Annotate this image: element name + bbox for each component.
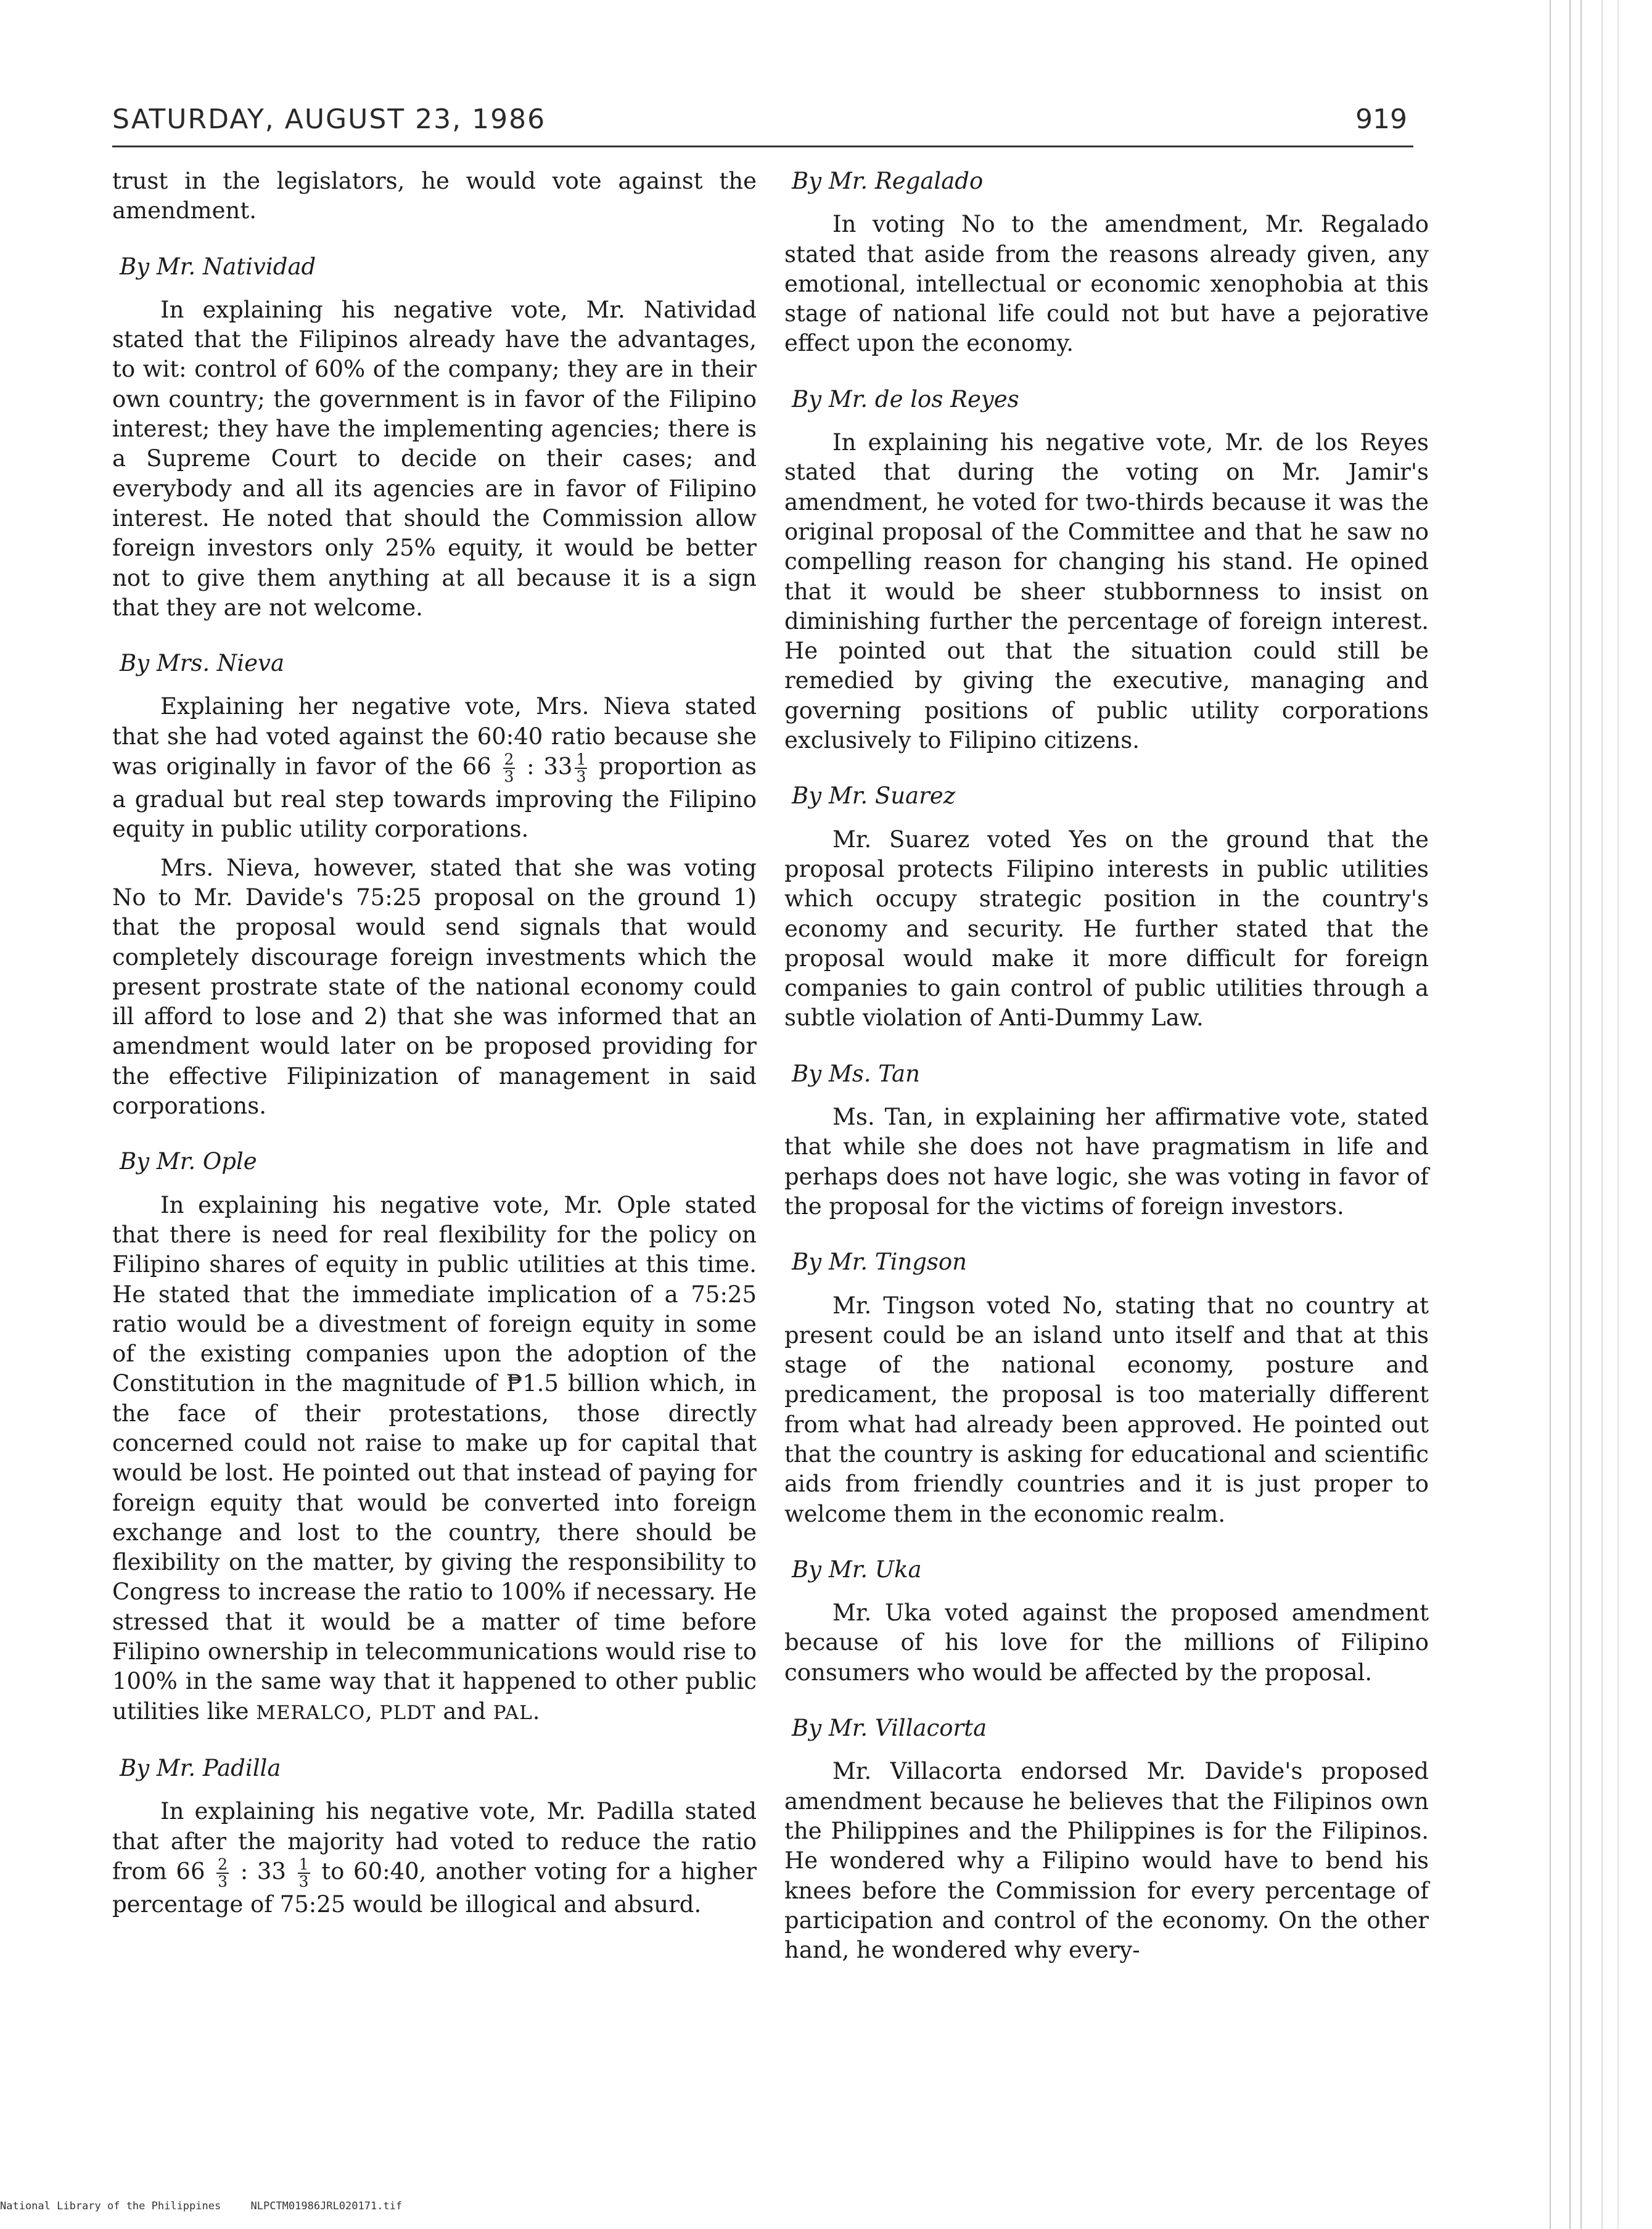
ratio-colon: : — [240, 1858, 249, 1885]
scan-footer — [0, 2200, 425, 2212]
paragraph: Mr. Villacorta endorsed Mr. Davide's proposed amendment because he believes that the Filipinos own the Philippines and the Philippines is for the Filipinos. He wondered why a Filipino would have to bend his knees before the Commission for every percentage of participation and control of the economy. On the other hand, he wondered why every- — [784, 1758, 1429, 1964]
paragraph: In explaining his negative vote, Mr. Natividad stated that the Filipinos already have the advantages, to wit: control of 60% of the company; they are in their own country; the government is in favor of the Filipino interest; they have the implementing agencies; there is a Supreme Court to decide on their cases; and everybody and all its agencies are in favor of Filipino interest. He noted that should the Commission allow foreign investors only 25% equity, it would be better not to give them anything at all because it is a sign that they are not welcome. — [112, 296, 757, 621]
fraction — [298, 1857, 310, 1890]
speaker-heading: By Mr. Tingson — [792, 1249, 968, 1276]
paragraph — [112, 692, 757, 844]
fraction — [575, 752, 587, 785]
binding-line — [1601, 0, 1603, 2229]
speaker-heading: By Mr. Natividad — [120, 253, 316, 280]
paragraph: Ms. Tan, in explaining her affirmative vote, stated that while she does not have pragmatism in life and perhaps does not have logic, she was voting in favor of the proposal for the victims of foreign investors. — [784, 1104, 1429, 1220]
speaker-heading: By Mr. de los Reyes — [792, 385, 1019, 413]
fraction-denominator: 3 — [576, 768, 586, 786]
speaker-heading: By Mrs. Nieva — [120, 650, 285, 677]
fraction-numerator: 1 — [298, 1855, 309, 1873]
fraction — [503, 752, 516, 785]
paragraph: In voting No to the amendment, Mr. Regalado stated that aside from the reasons already given, any emotional, intellectual or economic xenophobia at this stage of national life could not but have a pejorative effect upon the economy. — [784, 211, 1429, 357]
binding-line — [1580, 0, 1582, 2229]
ratio-colon: : — [527, 753, 535, 780]
ratio-number: 33 — [257, 1858, 286, 1885]
company-name: PLDT — [379, 1701, 436, 1724]
header-rule — [112, 146, 1413, 147]
page-header — [112, 104, 1407, 143]
header-date: SATURDAY, AUGUST 23, 1986 — [112, 104, 546, 135]
binding-line — [1550, 0, 1551, 2229]
paragraph-text: Explaining her negative vote, Mrs. Nieva stated that she had voted against the 60:40 ratio because she was originally in favor of the 66 — [112, 693, 757, 780]
company-name: PAL — [493, 1701, 533, 1724]
file-name: NLPCTM01986JRL020171.tif — [250, 2200, 403, 2212]
speaker-heading: By Mr. Padilla — [120, 1754, 281, 1781]
paragraph: Mr. Tingson voted No, stating that no country at present could be an island unto itself and that at this stage of the national economy, posture and predicament, the proposal is too materially different from what had already been approved. He pointed out that the country is asking for educational and scientific aids from friendly countries and it is just proper to welcome them in the economic realm. — [784, 1292, 1429, 1527]
page-number: 919 — [1355, 104, 1407, 135]
speaker-heading: By Mr. Uka — [792, 1556, 922, 1583]
library-credit: National Library of the Philippines — [0, 2200, 221, 2212]
paragraph — [112, 1797, 757, 1919]
paragraph-text: In explaining his negative vote, Mr. Padilla stated that after the majority had voted to reduce the ratio from 66 — [112, 1798, 757, 1885]
fraction-numerator: 2 — [218, 1855, 228, 1873]
scan-binding-edge — [1545, 0, 1625, 2229]
fraction-numerator: 2 — [504, 750, 514, 769]
fraction-denominator: 3 — [298, 1872, 309, 1890]
left-column — [112, 166, 757, 1928]
binding-line — [1569, 0, 1571, 2229]
fraction-denominator: 3 — [218, 1872, 228, 1890]
fraction-denominator: 3 — [504, 768, 514, 786]
paragraph: Mr. Uka voted against the proposed amendment because of his love for the millions of Filipino consumers who would be affected by the proposal. — [784, 1599, 1429, 1686]
paragraph: Mrs. Nieva, however, stated that she was voting No to Mr. Davide's 75:25 proposal on the ground 1) that the proposal would send signals that would completely discourage foreign investments which the present prostrate state of the national economy could ill afford to lose and 2) that she was informed that an amendment would later on be proposed providing for the effective Filipinization of management in said corporations. — [112, 854, 757, 1120]
paragraph-text: In explaining his negative vote, Mr. Ople stated that there is need for real flexibility for the policy on Filipino shares of equity in public utilities at this time. He stated that the immediate implication of a 75:25 ratio would be a divestment of foreign equity in some of the existing companies upon the adoption of the Constitution in the magnitude of ₱1.5 billion which, in the face of their protestations, those directly concerned could not raise to make up for capital that would be lost. He pointed out that instead of paying for foreign equity that would be converted into foreign exchange and lost to the country, there should be flexibility on the matter, by giving the responsibility to Congress to increase the ratio to 100% if necessary. He stressed that it would be a matter of time before Filipino ownership in telecommunications would rise to 100% in the same way that it happened to other public utilities like — [112, 1191, 757, 1725]
right-column — [784, 166, 1429, 1974]
speaker-heading: By Mr. Suarez — [792, 782, 956, 810]
fraction-numerator: 1 — [576, 750, 586, 769]
paragraph: In explaining his negative vote, Mr. de los Reyes stated that during the voting on Mr. Jamir's amendment, he voted for two-thirds because it was the original proposal of the Committee and that he saw no compelling reason for changing his stand. He opined that it would be sheer stubbornness to insist on diminishing further the percentage of foreign interest. He pointed out that the situation could still be remedied by giving the executive, managing and governing positions of public utility corporations exclusively to Filipino citizens. — [784, 429, 1429, 754]
ratio-number: 33 — [543, 753, 573, 780]
company-name: MERALCO — [256, 1701, 366, 1724]
conjunction: and — [443, 1697, 486, 1725]
paragraph: Mr. Suarez voted Yes on the ground that the proposal protects Filipino interests in public utilities which occupy strategic position in the country's economy and security. He further stated that the proposal would make it more difficult for foreign companies to gain control of public utilities through a subtle violation of Anti-Dummy Law. — [784, 826, 1429, 1032]
paragraph-text: proportion as a gradual but real step towards improving the Filipino equity in public utility corporations. — [112, 753, 757, 843]
binding-line — [1617, 0, 1619, 2229]
speaker-heading: By Mr. Regalado — [792, 168, 984, 194]
paragraph: trust in the legislators, he would vote against the amendment. — [112, 168, 757, 224]
paragraph: In explaining his negative vote, Mr. Ople stated that there is need for real flexibility for the policy on Filipino shares of equity in public utilities at this time. He stated that the immediate implication of a 75:25 ratio would be a divestment of foreign equity in some of the existing companies upon the adoption of the Constitution in the magnitude of ₱1.5 billion which, in the face of their protestations, those directly concerned could not raise to make up for capital that would be lost. He pointed out that instead of paying for foreign equity that would be converted into foreign exchange and lost to the country, there should be flexibility on the matter, by giving the responsibility to Congress to increase the ratio to 100% if necessary. He stressed that it would be a matter of time before Filipino ownership in telecommunications would rise to 100% in the same way that it happened to other public utilities like MERALCO, PLDT and PAL. — [112, 1191, 757, 1725]
fraction — [216, 1857, 229, 1890]
paragraph-text: to 60:40, another voting for a higher percentage of 75:25 would be illogical and absurd. — [112, 1858, 757, 1918]
speaker-heading: By Mr. Ople — [120, 1148, 257, 1175]
speaker-heading: By Mr. Villacorta — [792, 1715, 987, 1742]
speaker-heading: By Ms. Tan — [792, 1060, 920, 1087]
